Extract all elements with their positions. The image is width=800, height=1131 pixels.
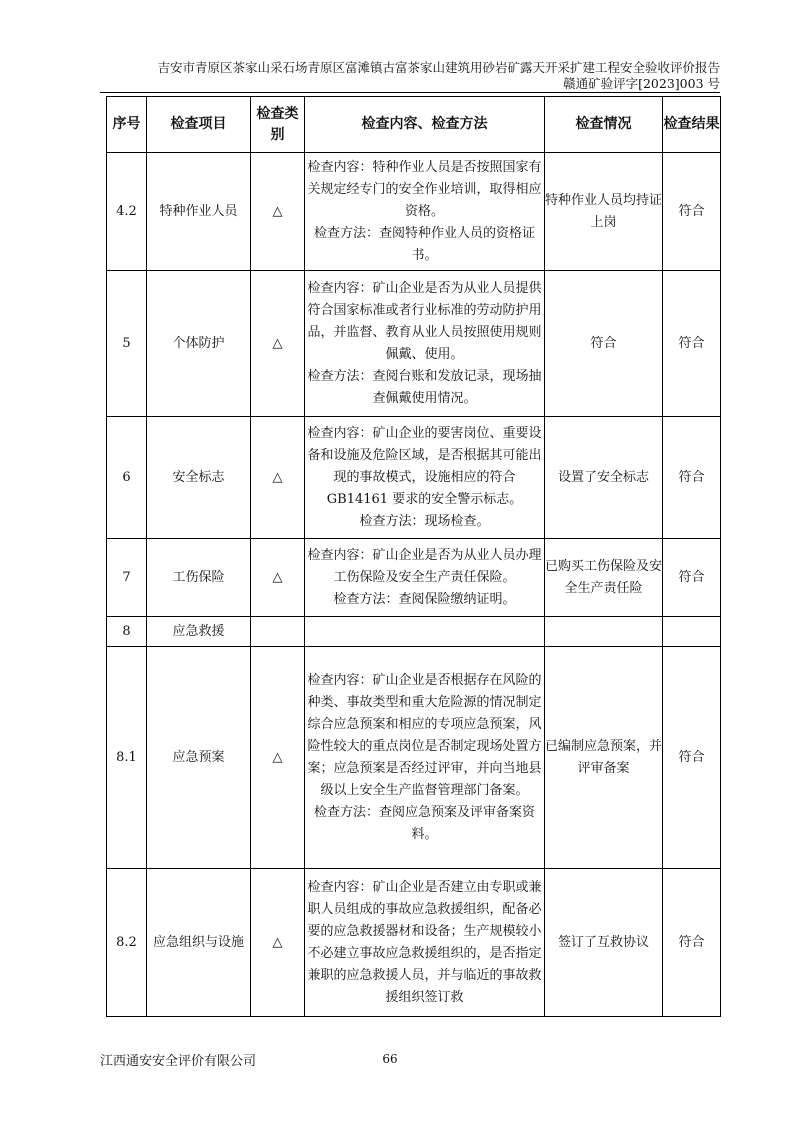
row-status: 已编制应急预案，并评审备案 (545, 647, 663, 869)
row-no: 8 (107, 617, 147, 647)
table-row (107, 153, 721, 271)
content-method: 检查方法：现场检查。 (359, 513, 490, 529)
row-content (305, 539, 545, 617)
row-no: 7 (107, 539, 147, 617)
row-item: 个体防护 (147, 271, 251, 417)
content-method: 检查方法：查阅保险缴纳证明。 (333, 591, 516, 607)
table-row (107, 869, 721, 1017)
column-header-result: 检查结果 (663, 97, 721, 153)
row-item: 应急组织与设施 (147, 869, 251, 1017)
content-check: 检查内容：矿山企业是否为从业人员办理工伤保险及安全生产责任保险。 (307, 547, 542, 585)
row-content (305, 153, 545, 271)
row-content (305, 417, 545, 539)
row-category: △ (251, 271, 305, 417)
row-item: 应急救援 (147, 617, 251, 647)
page-number: 66 (382, 1052, 398, 1066)
row-status: 特种作业人员均持证上岗 (545, 153, 663, 271)
row-no: 4.2 (107, 153, 147, 271)
footer-company: 江西通安安全评价有限公司 (100, 1054, 257, 1069)
row-result: 符合 (663, 417, 721, 539)
column-header-item: 检查项目 (147, 97, 251, 153)
row-category: △ (251, 417, 305, 539)
row-status (545, 617, 663, 647)
content-method: 检查方法：查阅应急预案及评审备案资料。 (313, 804, 535, 842)
row-category (251, 617, 305, 647)
row-item: 应急预案 (147, 647, 251, 869)
column-header-category: 检查类别 (251, 97, 305, 153)
row-result: 符合 (663, 271, 721, 417)
row-item: 工伤保险 (147, 539, 251, 617)
column-header-content: 检查内容、检查方法 (305, 97, 545, 153)
row-status: 符合 (545, 271, 663, 417)
header-rule (100, 92, 720, 93)
column-header-no: 序号 (107, 97, 147, 153)
row-result: 符合 (663, 647, 721, 869)
row-no: 8.2 (107, 869, 147, 1017)
row-no: 5 (107, 271, 147, 417)
row-category: △ (251, 869, 305, 1017)
row-category: △ (251, 647, 305, 869)
row-result: 符合 (663, 869, 721, 1017)
content-check: 检查内容：特种作业人员是否按照国家有关规定经专门的安全作业培训，取得相应资格。 (307, 159, 542, 219)
row-no: 6 (107, 417, 147, 539)
content-method: 检查方法：查阅台账和发放记录，现场抽查佩戴使用情况。 (307, 368, 542, 406)
table-row (107, 539, 721, 617)
table-row (107, 647, 721, 869)
table-row (107, 271, 721, 417)
row-result: 符合 (663, 539, 721, 617)
table-header-row (107, 97, 721, 153)
report-code: 赣通矿验评字[2023]003 号 (563, 76, 720, 91)
row-result (663, 617, 721, 647)
content-method: 检查方法：查阅特种作业人员的资格证书。 (313, 225, 535, 263)
row-category: △ (251, 153, 305, 271)
row-content (305, 617, 545, 647)
row-status: 设置了安全标志 (545, 417, 663, 539)
content-check: 检查内容：矿山企业是否根据存在风险的种类、事故类型和重大危险源的情况制定综合应急预案和相应的专项应急预案，风险性较大的重点岗位是否制定现场处置方案；应急预案是否经过评审，并向当地县级以上安全生产监督管理部门备案。 (307, 672, 542, 798)
row-status: 签订了互救协议 (545, 869, 663, 1017)
row-category: △ (251, 539, 305, 617)
report-title: 吉安市青原区茶家山采石场青原区富滩镇古富茶家山建筑用砂岩矿露天开采扩建工程安全验收评价报告 (157, 60, 720, 75)
row-item: 安全标志 (147, 417, 251, 539)
row-content (305, 647, 545, 869)
row-status: 已购买工伤保险及安全生产责任险 (545, 539, 663, 617)
row-content (305, 271, 545, 417)
column-header-status: 检查情况 (545, 97, 663, 153)
content-check: 检查内容：矿山企业是否为从业人员提供符合国家标准或者行业标准的劳动防护用品，并监督、教育从业人员按照使用规则佩戴、使用。 (307, 280, 542, 362)
row-result: 符合 (663, 153, 721, 271)
content-check: 检查内容：矿山企业是否建立由专职或兼职人员组成的事故应急救援组织，配备必要的应急救援器材和设备；生产规模较小不必建立事故应急救援组织的，是否指定兼职的应急救援人员，并与临近的事故救援组织签订救 (307, 879, 542, 1005)
table-row (107, 417, 721, 539)
row-no: 8.1 (107, 647, 147, 869)
content-check: 检查内容：矿山企业的要害岗位、重要设备和设施及危险区域，是否根据其可能出现的事故模式，设施相应的符合 GB14161 要求的安全警示标志。 (307, 425, 542, 507)
row-item: 特种作业人员 (147, 153, 251, 271)
evaluation-table (106, 96, 721, 1017)
row-content (305, 869, 545, 1017)
table-row (107, 617, 721, 647)
